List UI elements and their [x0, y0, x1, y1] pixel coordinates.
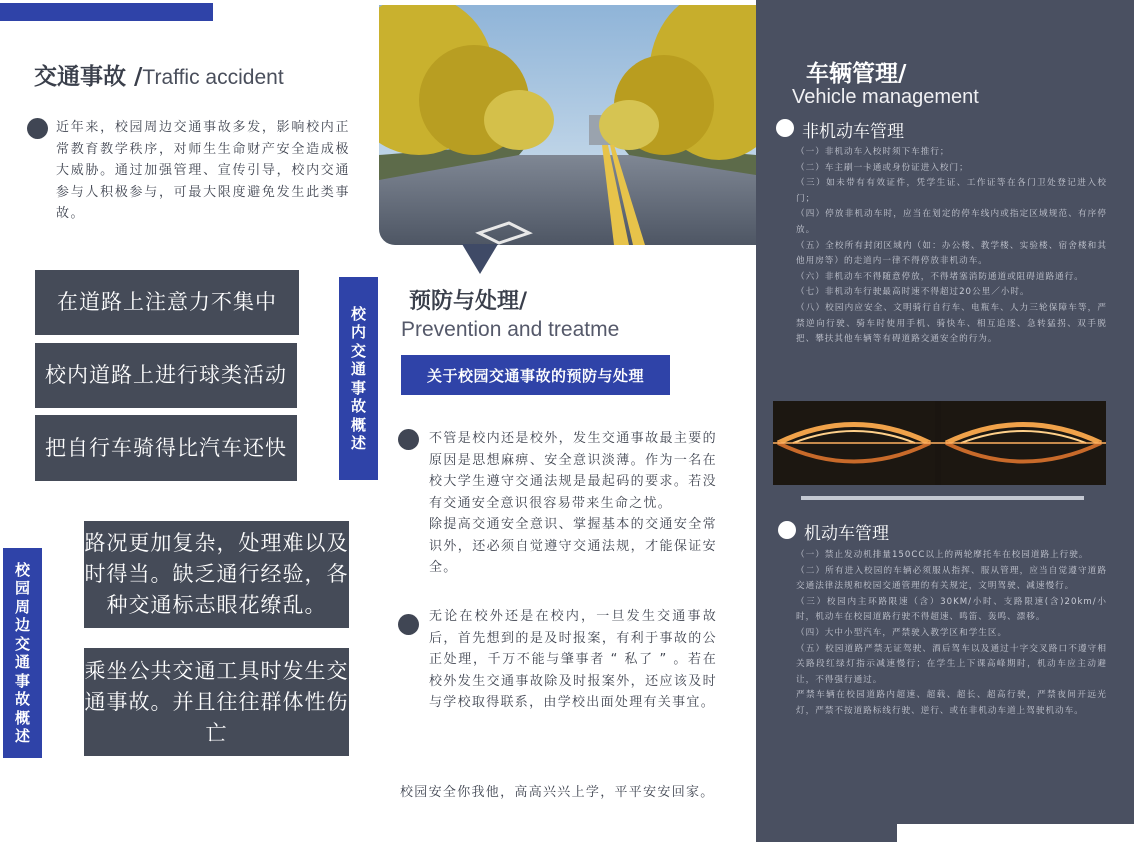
prevention-subtitle-badge: 关于校园交通事故的预防与处理: [401, 355, 670, 395]
rule-item: （三）校园内主环路限速（含）30KM/小时、支路限速(含)20km/小时，机动车在校园道路行驶不得超速、鸣笛、轰鸣、漂移。: [796, 596, 1107, 623]
vehicle-heading-cn: 车辆管理/: [806, 61, 907, 87]
bridge-night-photos: [773, 401, 1106, 485]
motor-rules: [796, 548, 1107, 720]
rule-item: （二）所有进入校园的车辆必须服从指挥、服从管理，应当自觉遵守道路交通法律法规和校园交通管理的有关规定，文明驾驶、减速慢行。: [796, 565, 1107, 592]
prevention-paragraph-1: [429, 428, 717, 579]
rule-item: （五）全校所有封闭区域内（如：办公楼、教学楼、实验楼、宿舍楼和其他用房等）的走道内一律不得停放非机动车。: [796, 240, 1107, 267]
rule-item: （四）大中小型汽车，严禁驶入教学区和学生区。: [796, 627, 1008, 638]
non-motor-section-title: 非机动车管理: [802, 122, 904, 142]
cause-box-fast-bike: 把自行车骑得比汽车还快: [35, 415, 297, 481]
vertical-char: 边: [14, 616, 30, 634]
treatment-paragraph: 无论在校外还是在校内，一旦发生交通事故后，首先想到的是及时报案，有利于事故的公正处理，千万不能与肇事者 “ 私了 ” 。若在校外发生交通事故除及时报案外，还应该及时与学校取得联系，由学校出面处理有关事宜。: [429, 609, 717, 710]
rule-item: （一）禁止发动机排量150CC以上的两轮摩托车在校园道路上行驶。: [796, 550, 1089, 560]
rule-item: （七）非机动车行驶最高时速不得超过20公里／小时。: [796, 287, 1030, 298]
vertical-char: 校: [14, 560, 30, 579]
motor-section-title: 机动车管理: [804, 524, 889, 544]
rule-item: （二）车主刷一卡通或身份证进入校门；: [796, 162, 969, 173]
vertical-char: 内: [350, 323, 366, 341]
vertical-label-campus-overview: [339, 277, 378, 480]
off-campus-box-transit: 乘坐公共交通工具时发生交通事故。并且往往群体性伤亡: [84, 648, 349, 756]
heading-en: Traffic accident: [142, 66, 284, 89]
bullet-dot: [776, 119, 794, 137]
vertical-char: 述: [350, 434, 366, 452]
vehicle-heading-en: Vehicle management: [792, 86, 979, 108]
prevention-paragraph-1b: 除提高交通安全意识、掌握基本的交通安全常识外，还必须自觉遵守交通法规，才能保证安全。: [429, 517, 717, 575]
heading-cn: 交通事故 /: [34, 64, 143, 90]
rule-item: 严禁车辆在校园道路内超速、超载、超长、超高行驶，严禁夜间开远光灯，严禁不按道路标线行驶、逆行、或在非机动车道上驾驶机动车。: [796, 690, 1107, 716]
vertical-char: 通: [14, 653, 30, 671]
rule-item: （四）停放非机动车时，应当在划定的停车线内或指定区域规范、有序停放。: [796, 209, 1107, 235]
vertical-char: 概: [350, 415, 366, 434]
rule-item: （六）非机动车不得随意停放，不得堵塞消防通道或阻碍道路通行。: [796, 271, 1084, 282]
prevention-heading-en: Prevention and treatme: [401, 318, 620, 341]
bottom-corner-block: [897, 824, 1134, 842]
rule-item: （五）校园道路严禁无证驾驶、酒后驾车以及通过十字交叉路口不遵守相关路段红绿灯指示减速慢行；在学生上下课高峰期时，机动车应主动避让，不得强行通过。: [796, 643, 1107, 685]
traffic-accident-heading: [34, 58, 284, 91]
vertical-char: 故: [350, 397, 366, 415]
cause-box-inattention: 在道路上注意力不集中: [35, 270, 299, 335]
vertical-char: 交: [14, 634, 30, 653]
safety-slogan: 校园安全你我他，高高兴兴上学，平平安安回家。: [400, 785, 715, 800]
bullet-dot: [27, 118, 48, 139]
bullet-dot: [398, 614, 419, 635]
prevention-paragraph-1a: 不管是校内还是校外，发生交通事故最主要的原因是思想麻痹、安全意识淡薄。作为一名在校大学生遵守交通法规是最起码的要求。若没有交通安全意识很容易带来生命之忧。: [429, 431, 717, 511]
rule-item: （一）非机动车入校时须下车推行；: [796, 147, 950, 157]
top-accent-bar: [0, 3, 213, 21]
section-divider: [801, 496, 1084, 500]
rule-item: （八）校园内应安全、文明骑行自行车、电瓶车、人力三轮保障车等，严禁逆向行驶、骑车时使用手机、骑快车、相互追逐、急转猛拐、双手脱把、攀扶其他车辆等有碍道路交通安全的行为。: [796, 302, 1107, 345]
vertical-label-around-campus-overview: [3, 548, 42, 758]
vertical-char: 事: [350, 378, 366, 397]
vertical-char: 事: [14, 671, 30, 690]
vertical-char: 园: [14, 579, 30, 597]
bullet-dot: [778, 521, 796, 539]
vertical-char: 校: [350, 304, 366, 323]
vertical-char: 故: [14, 690, 30, 708]
rule-item: （三）如未带有有效证件，凭学生证、工作证等在各门卫处登记进入校门；: [796, 178, 1107, 204]
vertical-char: 概: [14, 708, 30, 727]
intro-paragraph: 近年来，校园周边交通事故多发，影响校内正常教育教学秩序，对师生生命财产安全造成极大威胁。通过加强管理、宣传引导，校内交通参与人积极参与，可最大限度避免发生此类事故。: [56, 120, 350, 221]
vertical-char: 述: [14, 727, 30, 745]
vertical-char: 通: [350, 360, 366, 378]
cause-box-ball-games: 校内道路上进行球类活动: [35, 343, 297, 408]
vertical-char: 交: [350, 341, 366, 360]
off-campus-box-road: 路况更加复杂，处理难以及时得当。缺乏通行经验，各种交通标志眼花缭乱。: [84, 521, 349, 628]
bullet-dot: [398, 429, 419, 450]
vertical-char: 周: [14, 597, 30, 616]
non-motor-rules: [796, 145, 1107, 348]
photo-pointer-triangle: [462, 244, 498, 274]
prevention-heading-cn: 预防与处理/: [409, 289, 528, 314]
road-photo: [379, 5, 756, 245]
